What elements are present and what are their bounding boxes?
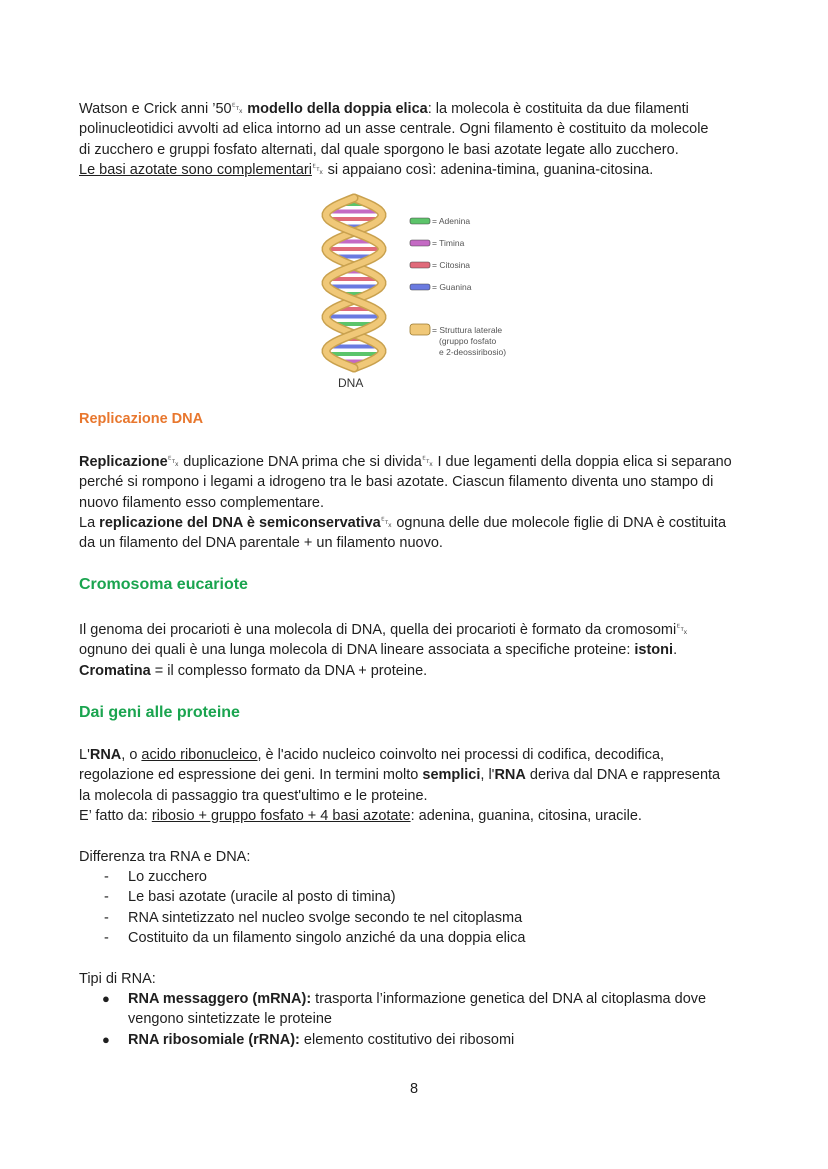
list-title: Tipi di RNA: xyxy=(79,971,156,987)
geni-line-4 xyxy=(79,806,759,826)
legend-swatch xyxy=(410,284,430,290)
replicazione-paragraph xyxy=(79,452,759,553)
bold-term: RNA xyxy=(494,767,526,784)
list-item xyxy=(100,887,768,907)
missing-glyph: ␃ xyxy=(421,454,434,470)
intro-line-4 xyxy=(79,160,759,180)
text: ognuna delle due molecole figlie di DNA è costituita xyxy=(392,514,727,531)
missing-glyph: ␃ xyxy=(380,514,393,531)
legend-label: = Citosina xyxy=(432,260,471,270)
underlined-text: Le basi azotate sono complementari xyxy=(79,161,312,178)
list-item-text: RNA sintetizzato nel nucleo svolge secondo te nel citoplasma xyxy=(128,909,523,926)
replicazione-line-3: nuovo filamento esso complementare. xyxy=(79,494,325,511)
section-heading-replicazione: Replicazione DNA xyxy=(79,411,204,427)
legend-label: = Timina xyxy=(432,238,465,248)
list-item xyxy=(100,989,768,1030)
helix-backbone xyxy=(326,198,382,368)
cromosoma-line-3 xyxy=(79,661,759,681)
intro-line-3: di zucchero e gruppi fosfato alternati, dal quale sporgono le basi azotate legate allo zucchero. xyxy=(79,141,679,158)
underlined-text: ribosio + gruppo fosfato + 4 basi azotate xyxy=(151,807,411,824)
geni-paragraph xyxy=(79,745,759,826)
missing-glyph: ␃ xyxy=(311,161,324,178)
legend-swatch xyxy=(410,218,430,224)
underlined-text: acido ribonucleico xyxy=(141,747,258,763)
cromosoma-line-1 xyxy=(79,620,759,640)
bold-term: modello della doppia elica xyxy=(243,101,428,117)
text: L' xyxy=(79,747,90,763)
legend-label-backbone: (gruppo fosfato xyxy=(439,336,497,346)
list-item xyxy=(100,908,768,928)
intro-line-2: polinucleotidici avvolti ad elica intorno ad un asse centrale. Ogni filamento è costituito da molecole xyxy=(79,121,709,138)
differenza-list xyxy=(100,867,768,948)
text: regolazione ed espressione dei geni. In termini molto xyxy=(79,767,423,784)
missing-glyph: ␃ xyxy=(231,101,244,117)
list-item xyxy=(100,867,768,887)
text: , è l'acido nucleico coinvolto nei processi di codifica, decodifica, xyxy=(257,747,665,763)
text: , o xyxy=(121,747,142,763)
missing-glyph: ␃ xyxy=(676,622,688,638)
section-heading-cromosoma: Cromosoma eucariote xyxy=(79,576,248,593)
differenza-title xyxy=(79,847,759,867)
list-item xyxy=(100,928,768,948)
bold-term: Replicazione xyxy=(79,454,168,470)
list-title: Differenza tra RNA e DNA: xyxy=(79,849,251,865)
text: . xyxy=(673,642,678,659)
missing-glyph: ␃ xyxy=(167,454,180,470)
section-heading-geni: Dai geni alle proteine xyxy=(79,704,240,721)
legend-label: = Adenina xyxy=(432,216,471,226)
legend-label-backbone: = Struttura laterale xyxy=(432,325,503,335)
legend-swatch-backbone xyxy=(410,324,430,335)
text: deriva dal DNA e rappresenta xyxy=(525,767,721,784)
text: E’ fatto da: xyxy=(79,807,152,824)
intro-line-1 xyxy=(79,99,759,119)
bold-term: Cromatina xyxy=(79,662,151,679)
diagram-legend xyxy=(410,216,506,357)
dna-double-helix-diagram xyxy=(312,192,532,392)
text: : adenina, guanina, citosina, uracile. xyxy=(410,807,642,824)
replicazione-line-2: perché si rompono i legami a idrogeno tra le basi azotate. Ciascun filamento diventa uno stampo di xyxy=(79,474,714,491)
replicazione-line-5: da un filamento del DNA parentale + un filamento nuovo. xyxy=(79,535,443,552)
dash-marker: - xyxy=(104,869,109,885)
text: Il genoma dei procarioti è una molecola di DNA, quella dei procarioti è formato da cromosomi xyxy=(79,622,677,638)
text: vengono sintetizzate le proteine xyxy=(128,1011,332,1028)
legend-swatch xyxy=(410,262,430,268)
bullet-marker: ● xyxy=(102,991,110,1006)
text: si appaiano così: adenina-timina, guanina-citosina. xyxy=(323,161,654,178)
legend-label-backbone: e 2-deossiribosio) xyxy=(439,347,507,357)
text: ognuno dei quali è una lunga molecola di DNA lineare associata a specifiche proteine: xyxy=(79,642,635,659)
legend-swatch xyxy=(410,240,430,246)
dna-label: DNA xyxy=(338,376,364,390)
page-number: 8 xyxy=(409,1081,419,1097)
text: Watson e Crick anni ’50 xyxy=(79,101,232,117)
list-item xyxy=(100,1030,768,1050)
bold-term: semplici xyxy=(422,767,481,784)
tipi-title xyxy=(79,969,759,989)
legend-label: = Guanina xyxy=(432,282,472,292)
dash-marker: - xyxy=(104,929,109,946)
bold-term: replicazione del DNA è semiconservativa xyxy=(99,514,381,531)
dash-marker: - xyxy=(104,909,109,926)
dash-marker: - xyxy=(104,889,109,906)
text: = il complesso formato da DNA + proteine. xyxy=(150,662,428,679)
text: La xyxy=(79,514,100,531)
bold-term: istoni xyxy=(634,642,674,659)
tipi-list xyxy=(100,989,768,1050)
list-item-text: Costituito da un filamento singolo anziché da una doppia elica xyxy=(128,929,526,946)
text: trasporta l’informazione genetica del DNA al citoplasma dove xyxy=(311,991,707,1007)
bold-term: RNA xyxy=(89,747,122,763)
list-item-text: Lo zucchero xyxy=(128,869,207,885)
cromosoma-paragraph xyxy=(79,620,759,681)
bold-term: RNA ribosomiale (rRNA): xyxy=(128,1031,300,1048)
text: , l' xyxy=(480,767,495,784)
bold-term: RNA messaggero (mRNA): xyxy=(128,991,312,1007)
text: : la molecola è costituita da due filamenti xyxy=(427,101,689,117)
text: elemento costitutivo dei ribosomi xyxy=(299,1031,515,1048)
replicazione-line-1 xyxy=(79,452,759,472)
text: duplicazione DNA prima che si divida xyxy=(179,454,422,470)
bullet-marker: ● xyxy=(102,1031,110,1047)
replicazione-line-4 xyxy=(79,513,759,533)
intro-paragraph xyxy=(79,99,759,180)
text: I due legamenti della doppia elica si separano xyxy=(433,454,732,470)
geni-line-1 xyxy=(79,745,759,765)
cromosoma-line-2 xyxy=(79,640,759,660)
geni-line-2 xyxy=(79,765,759,785)
geni-line-3: la molecola di passaggio tra quest'ultimo e le proteine. xyxy=(79,787,428,804)
list-item-text: Le basi azotate (uracile al posto di timina) xyxy=(128,889,396,906)
